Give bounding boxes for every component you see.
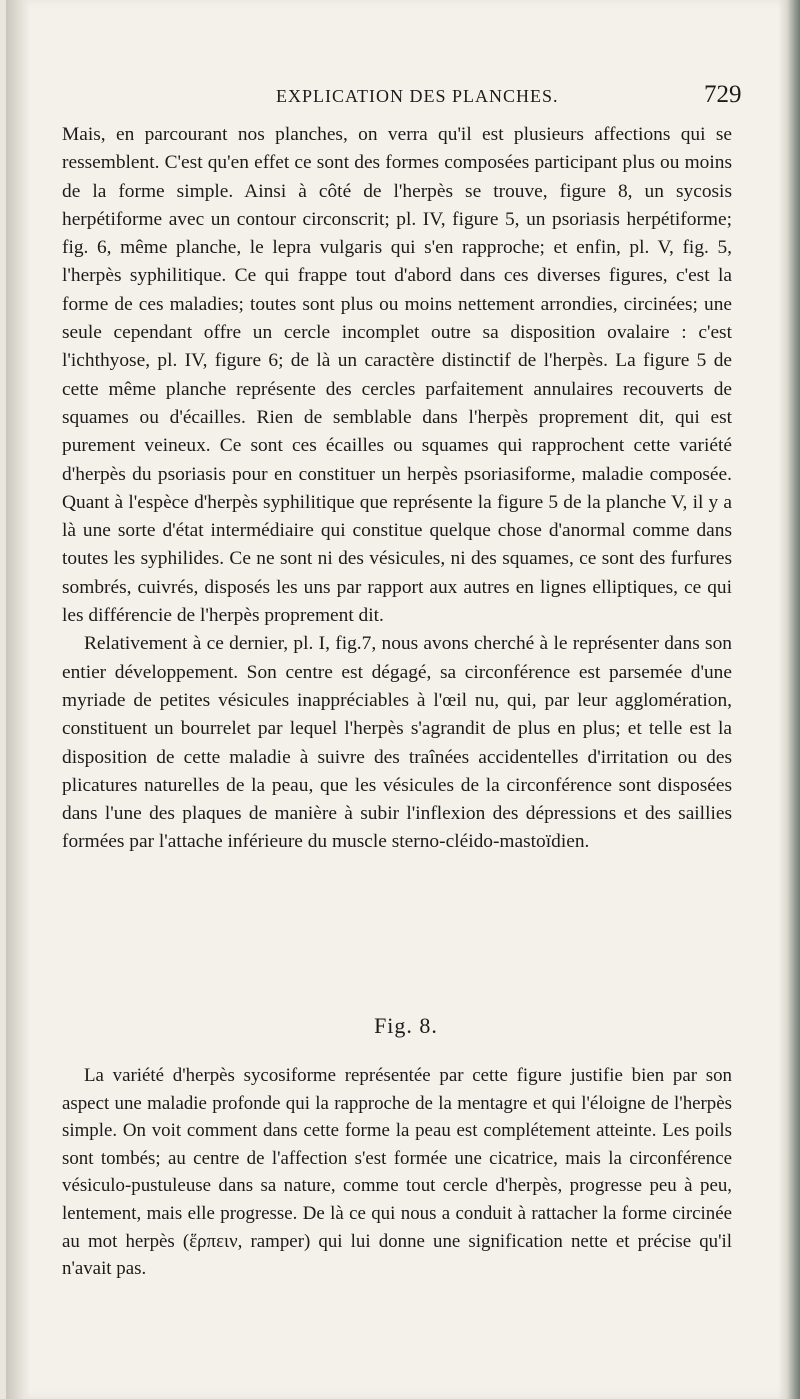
book-page bbox=[6, 0, 800, 1399]
figure-caption: Fig. 8. bbox=[374, 1013, 438, 1038]
page-gutter-shadow bbox=[6, 0, 30, 1399]
paragraph-1: Mais, en parcourant nos planches, on verra qu'il est plusieurs affections qui se ressemblent. C'est qu'en effet ce sont des formes composées participant plus ou moins de la forme simple. Ainsi à côté de l'herpès se trouve, figure 8, un sycosis herpétiforme avec un contour circonscrit; pl. IV, figure 5, un psoriasis herpétiforme; fig. 6, même planche, le lepra vulgaris qui s'en rapproche; et enfin, pl. V, fig. 5, l'herpès syphilitique. Ce qui frappe tout d'abord dans ces diverses figures, c'est la forme de ces maladies; toutes sont plus ou moins nettement arrondies, circinées; une seule cependant offre un cercle incomplet outre sa disposition ovalaire : c'est l'ichthyose, pl. IV, figure 6; de là un caractère distinctif de l'herpès. La figure 5 de cette même planche représente des cercles parfaitement annulaires recouverts de squames ou d'écailles. Rien de semblable dans l'herpès proprement dit, qui est purement veineux. Ce sont ces écailles ou squames qui rapprochent cette variété d'herpès du psoriasis pour en constituer un herpès psoriasiforme, maladie composée. Quant à l'espèce d'herpès syphilitique que représente la figure 5 de la planche V, il y a là une sorte d'état intermédiaire qui constitue quelque chose d'anormal comme dans toutes les syphilides. Ce ne sont ni des vésicules, ni des squames, ce sont des furfures sombrés, cuivrés, disposés les uns par rapport aux autres en lignes elliptiques, ce qui les différencie de l'herpès proprement dit. bbox=[62, 124, 732, 627]
page-number: 729 bbox=[704, 81, 742, 108]
paragraph-2: Relativement à ce dernier, pl. I, fig.7, nous avons cherché à le représenter dans son entier développement. Son centre est dégagé, sa circonférence est parsemée d'une myriade de petites vésicules inappréciables à l'œil nu, qui, par leur agglomération, constituent un bourrelet par lequel l'herpès s'agrandit de plus en plus; et telle est la disposition de cette maladie à suivre des traînées accidentelles d'irritation ou des plicatures naturelles de la peau, que les vésicules de la circonférence sont disposées dans l'une des plaques de manière à subir l'inflexion des dépressions et des saillies formées par l'attache inférieure du muscle sterno-cléido-mastoïdien. bbox=[62, 633, 732, 853]
figure-description-block bbox=[62, 1062, 732, 1283]
page-edge bbox=[778, 0, 800, 1399]
main-text-block bbox=[62, 121, 732, 857]
paragraph-3: La variété d'herpès sycosiforme représentée par cette figure justifie bien par son aspect une maladie profonde qui la rapproche de la mentagre et qui l'éloigne de l'herpès simple. On voit comment dans cette forme la peau est complétement atteinte. Les poils sont tombés; au centre de l'affection s'est formée une cicatrice, mais la circonférence vésiculo-pustuleuse dans sa nature, comme tout cercle d'herpès, progresse peu à peu, lentement, mais elle progresse. De là ce qui nous a conduit à rattacher la forme circinée au mot herpès (ἕρπειν, ramper) qui lui donne une signification nette et précise qu'il n'avait pas. bbox=[62, 1065, 732, 1280]
running-head: EXPLICATION DES PLANCHES. bbox=[276, 86, 559, 106]
